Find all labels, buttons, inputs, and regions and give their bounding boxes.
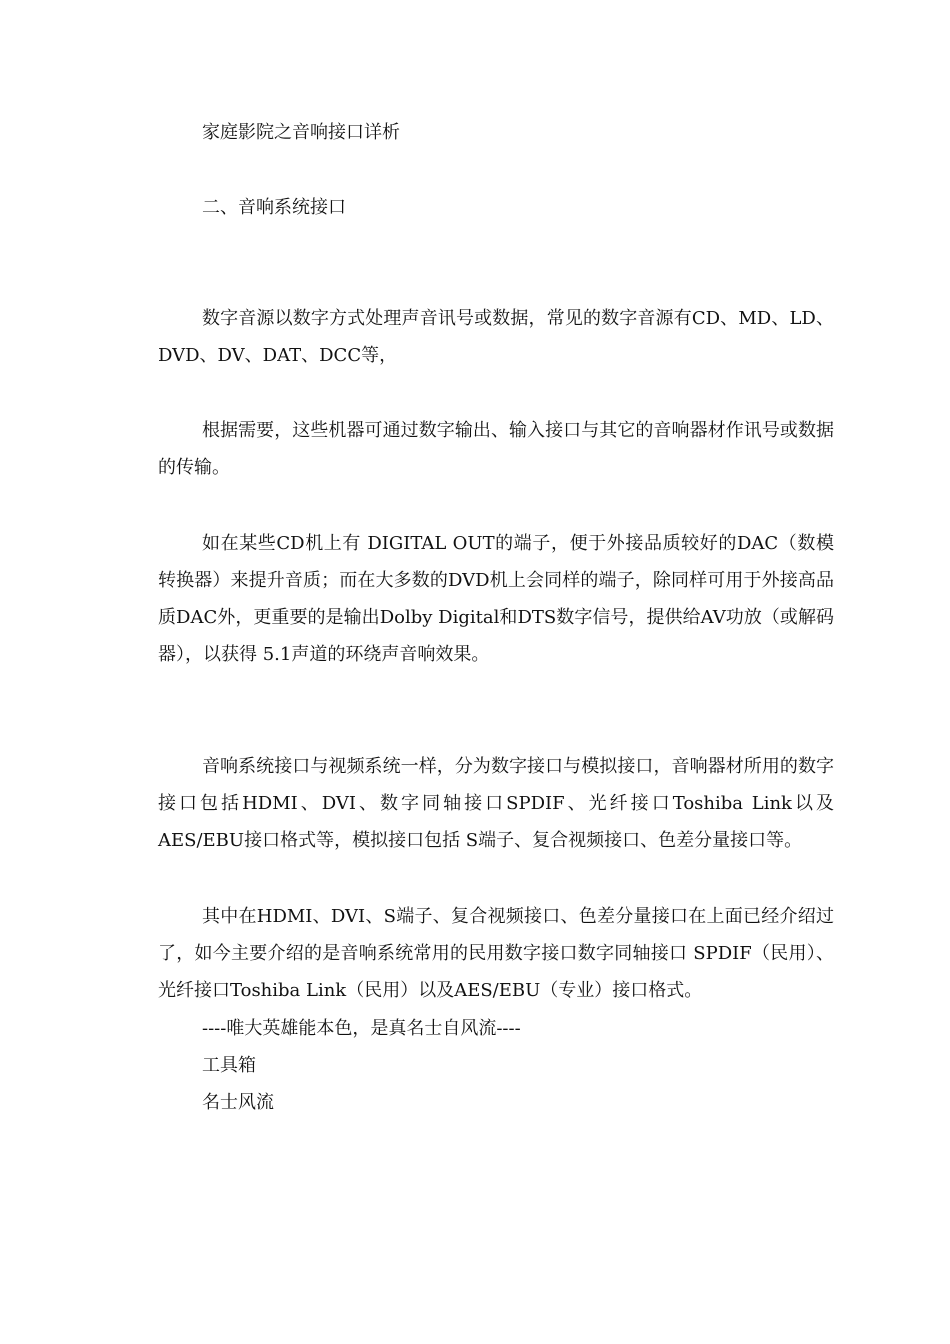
footer-motto: ----唯大英雄能本色，是真名士自风流---- <box>202 1018 521 1039</box>
paragraph-digital-sources: 数字音源以数字方式处理声音讯号或数据，常见的数字音源有CD、MD、LD、DVD、DV、DAT、DCC等， <box>158 308 834 366</box>
paragraph-transmission: 根据需要，这些机器可通过数字输出、输入接口与其它的音响器材作讯号或数据的传输。 <box>158 420 834 478</box>
footer-name: 名士风流 <box>202 1092 274 1113</box>
footer-toolbox: 工具箱 <box>202 1055 256 1076</box>
paragraph-introduction: 其中在HDMI、DVI、S端子、复合视频接口、色差分量接口在上面已经介绍过了，如今主要介绍的是音响系统常用的民用数字接口数字同轴接口 SPDIF（民用）、光纤接口Toshiba Link（民用）以及AES/EBU（专业）接口格式。 <box>158 906 834 1001</box>
section-heading: 二、音响系统接口 <box>202 197 346 218</box>
document-title: 家庭影院之音响接口详析 <box>202 122 400 143</box>
paragraph-interface-types: 音响系统接口与视频系统一样，分为数字接口与模拟接口，音响器材所用的数字接口包括HDMI、DVI、数字同轴接口SPDIF、光纤接口Toshiba Link以及AES/EBU接口格式等，模拟接口包括 S端子、复合视频接口、色差分量接口等。 <box>158 756 834 851</box>
paragraph-digital-out: 如在某些CD机上有 DIGITAL OUT的端子，便于外接品质较好的DAC（数模转换器）来提升音质；而在大多数的DVD机上会同样的端子，除同样可用于外接高品质DAC外，更重要的是输出Dolby Digital和DTS数字信号，提供给AV功放（或解码器），以获得 5.1声道的环绕声音响效果。 <box>158 533 834 665</box>
